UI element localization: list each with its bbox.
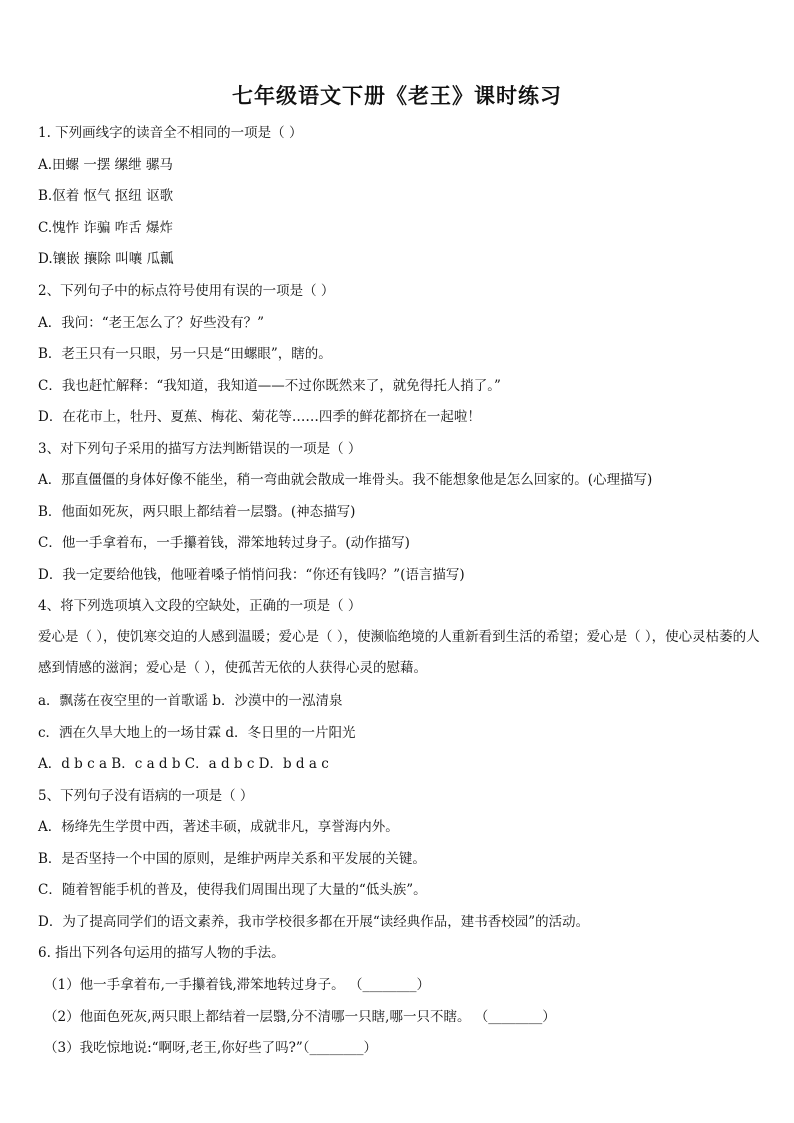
q2-option-c: C．我也赶忙解释：“我知道，我知道——不过你既然来了，就免得托人捎了。”	[38, 378, 501, 394]
q1-option-a: A.田螺 一摆 缧绁 骡马	[38, 157, 173, 173]
q6-stem: 6. 指出下列各句运用的描写人物的手法。	[38, 945, 285, 961]
q3-option-b: B．他面如死灰，两只眼上都结着一层翳。(神态描写)	[38, 504, 356, 520]
q6-sentence-3: （3）我吃惊地说:“啊呀,老王,你好些了吗?”（________）	[44, 1040, 378, 1056]
q2-option-d: D．在花市上，牡丹、夏蕉、梅花、菊花等……四季的鲜花都挤在一起啦！	[38, 409, 481, 425]
q5-option-a: A．杨绛先生学贯中西，著述丰硕，成就非凡，享誉海内外。	[38, 819, 399, 835]
q5-stem: 5、下列句子没有语病的一项是（ ）	[38, 788, 254, 804]
q4-stem: 4、将下列选项填入文段的空缺处，正确的一项是（ ）	[38, 598, 362, 614]
q4-answer-choices: A．d b c a B．c a d b C．a d b c D．b d a c	[38, 756, 329, 772]
q4-options-cd: c．洒在久旱大地上的一场甘霖 d．冬日里的一片阳光	[38, 725, 356, 741]
q5-option-c: C．随着智能手机的普及，使得我们周围出现了大量的“低头族”。	[38, 882, 427, 898]
page-title: 七年级语文下册《老王》课时练习	[232, 84, 562, 108]
q4-paragraph: 爱心是（ ），使饥寒交迫的人感到温暖；爱心是（ ），使濒临绝境的人重新看到生活的希望；爱心是（ ），使心灵枯萎的人感到情感的滋润；爱心是（ ），使孤苦无依的人获得心灵的慰藉。	[38, 629, 760, 676]
q6-sentence-2: （2）他面色死灰,两只眼上都结着一层翳,分不清哪一只瞎,哪一只不瞎。 （________）	[44, 1009, 556, 1025]
q3-option-c: C．他一手拿着布，一手攥着钱，滞笨地转过身子。(动作描写)	[38, 535, 410, 551]
q2-stem: 2、下列句子中的标点符号使用有误的一项是（ ）	[38, 283, 335, 299]
q1-option-d: D.镶嵌 攘除 叫嚷 瓜瓤	[38, 251, 174, 267]
q1-option-b: B.伛着 怄气 抠纽 讴歌	[38, 188, 174, 204]
q4-options-ab: a．飘荡在夜空里的一首歌谣 b．沙漠中的一泓清泉	[38, 693, 343, 709]
q5-option-d: D．为了提高同学们的语文素养，我市学校很多都在开展“读经典作品，建书香校园”的活动。	[38, 914, 590, 930]
q1-stem: 1. 下列画线字的读音全不相同的一项是（ ）	[38, 125, 303, 141]
q3-option-a: A．那直僵僵的身体好像不能坐，稍一弯曲就会散成一堆骨头。我不能想象他是怎么回家的。(心理描写)	[38, 472, 653, 488]
q1-option-c: C.愧怍 诈骗 咋舌 爆炸	[38, 220, 174, 236]
q2-option-b: B．老王只有一只眼，另一只是“田螺眼”，瞎的。	[38, 346, 332, 362]
q3-option-d: D．我一定要给他钱，他哑着嗓子悄悄问我：“你还有钱吗？”(语言描写)	[38, 567, 465, 583]
q6-sentence-1: （1）他一手拿着布,一手攥着钱,滞笨地转过身子。 （________）	[44, 977, 430, 993]
q2-option-a: A．我问：“老王怎么了？好些没有？”	[38, 315, 265, 331]
q5-option-b: B．是否坚持一个中国的原则，是维护两岸关系和平发展的关键。	[38, 851, 426, 867]
q3-stem: 3、对下列句子采用的描写方法判断错误的一项是（ ）	[38, 441, 362, 457]
